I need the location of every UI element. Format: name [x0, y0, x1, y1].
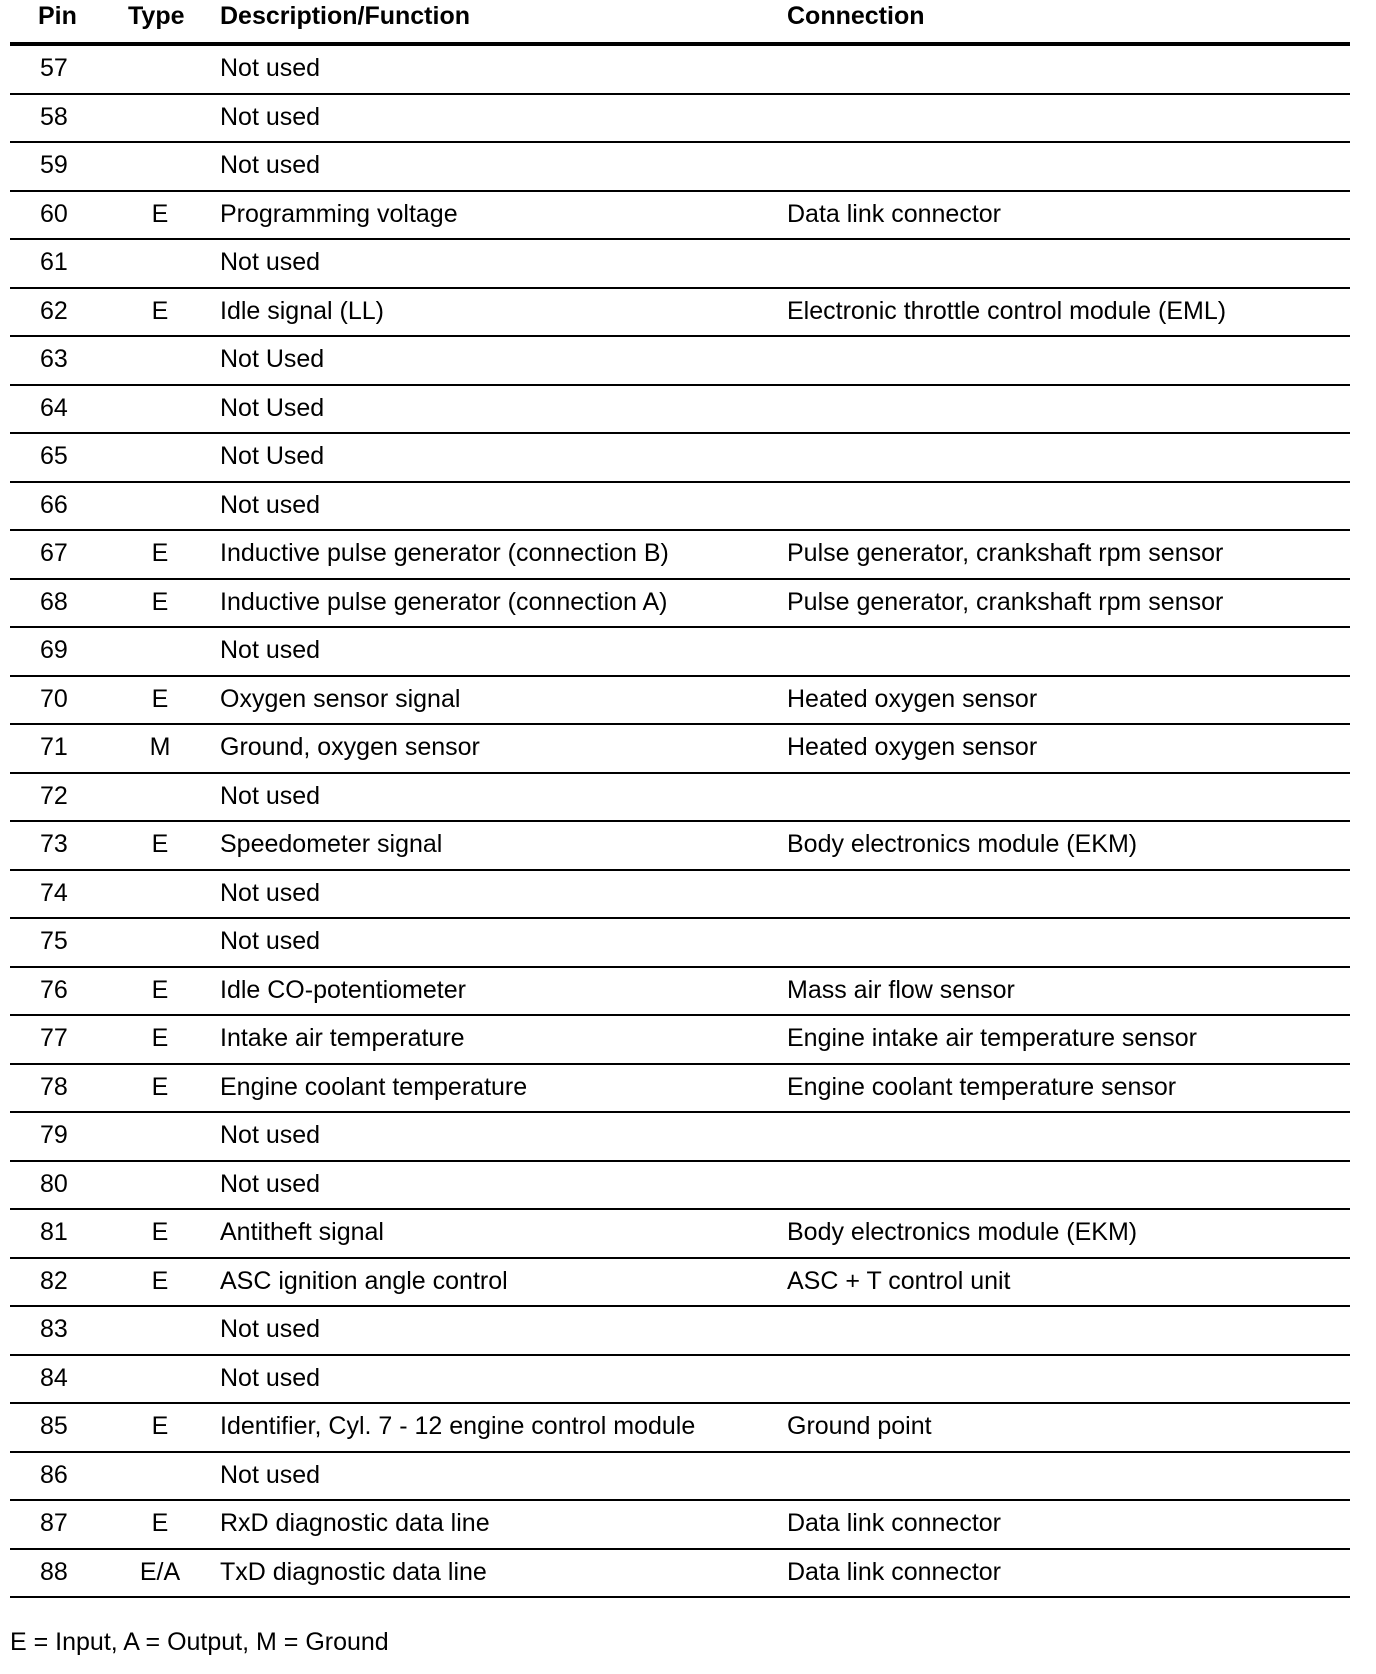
connection-cell: ASC + T control unit: [787, 1266, 1011, 1295]
description-cell: Not Used: [220, 442, 325, 470]
description-cell: Not used: [220, 1169, 321, 1198]
pin-cell: 86: [40, 1460, 68, 1489]
pin-cell: 67: [40, 539, 68, 567]
description-cell: Not used: [220, 1315, 321, 1343]
pin-cell: 77: [40, 1024, 68, 1052]
connection-cell: Data link connector: [787, 1509, 1002, 1537]
header-connection: Connection: [787, 2, 925, 30]
table-row: [10, 871, 1350, 920]
description-cell: Not used: [220, 781, 321, 810]
connection-cell: Pulse generator, crankshaft rpm sensor: [787, 539, 1224, 567]
table-header: [10, 0, 1350, 46]
description-cell: Not used: [220, 248, 321, 276]
type-legend: E = Input, A = Output, M = Ground: [10, 1628, 389, 1656]
table-row: [10, 386, 1350, 435]
pin-cell: 79: [40, 1121, 68, 1149]
table-row: [10, 919, 1350, 968]
table-row: [10, 434, 1350, 483]
description-cell: Not used: [220, 54, 321, 82]
table-row: [10, 1550, 1350, 1599]
pin-cell: 63: [40, 345, 68, 373]
pin-cell: 71: [40, 733, 68, 761]
type-cell: E/A: [139, 1557, 181, 1586]
table-row: [10, 725, 1350, 774]
pin-cell: 69: [40, 636, 68, 664]
description-cell: Intake air temperature: [220, 1024, 465, 1052]
header-pin: Pin: [38, 2, 77, 30]
table-row: [10, 1210, 1350, 1259]
connection-cell: Heated oxygen sensor: [787, 684, 1038, 713]
pin-cell: 81: [40, 1218, 68, 1246]
table-row: [10, 1501, 1350, 1550]
table-body: [10, 46, 1350, 1598]
pin-cell: 84: [40, 1363, 68, 1392]
table-row: [10, 1113, 1350, 1162]
table-row: [10, 580, 1350, 629]
description-cell: Speedometer signal: [220, 830, 443, 858]
description-cell: TxD diagnostic data line: [220, 1557, 487, 1586]
pin-cell: 74: [40, 878, 68, 907]
table-row: [10, 337, 1350, 386]
pin-cell: 57: [40, 54, 68, 82]
type-cell: E: [151, 830, 169, 858]
connection-cell: Heated oxygen sensor: [787, 733, 1038, 761]
description-cell: Oxygen sensor signal: [220, 684, 461, 713]
connection-cell: Body electronics module (EKM): [787, 830, 1138, 858]
description-cell: Not used: [220, 1363, 321, 1392]
description-cell: Identifier, Cyl. 7 - 12 engine control module: [220, 1412, 696, 1440]
description-cell: Idle signal (LL): [220, 296, 384, 325]
description-cell: Inductive pulse generator (connection B): [220, 539, 669, 567]
table-row: [10, 774, 1350, 823]
connection-cell: Ground point: [787, 1412, 932, 1440]
header-type: Type: [128, 2, 185, 30]
description-cell: Idle CO-potentiometer: [220, 975, 466, 1004]
type-cell: E: [151, 1072, 169, 1101]
table-row: [10, 1453, 1350, 1502]
pin-cell: 70: [40, 684, 68, 713]
connection-cell: Mass air flow sensor: [787, 975, 1015, 1004]
pin-cell: 80: [40, 1169, 68, 1198]
description-cell: Not used: [220, 878, 321, 907]
description-cell: Not used: [220, 490, 321, 519]
table-row: [10, 822, 1350, 871]
pin-cell: 78: [40, 1072, 68, 1101]
table-row: [10, 628, 1350, 677]
table-row: [10, 677, 1350, 726]
connection-cell: Pulse generator, crankshaft rpm sensor: [787, 587, 1224, 616]
header-description: Description/Function: [220, 2, 470, 30]
table-row: [10, 531, 1350, 580]
pin-cell: 73: [40, 830, 68, 858]
pin-cell: 62: [40, 296, 68, 325]
table-row: [10, 968, 1350, 1017]
table-row: [10, 143, 1350, 192]
pin-cell: 75: [40, 927, 68, 955]
pin-cell: 66: [40, 490, 68, 519]
type-cell: E: [151, 1509, 169, 1537]
table-row: [10, 240, 1350, 289]
type-cell: E: [151, 587, 169, 616]
description-cell: Not Used: [220, 345, 325, 373]
table-row: [10, 192, 1350, 241]
description-cell: Not used: [220, 927, 321, 955]
type-cell: E: [151, 296, 169, 325]
type-cell: E: [151, 1218, 169, 1246]
table-row: [10, 1404, 1350, 1453]
connection-cell: Data link connector: [787, 1557, 1002, 1586]
pin-cell: 64: [40, 393, 68, 422]
table-row: [10, 1356, 1350, 1405]
description-cell: RxD diagnostic data line: [220, 1509, 490, 1537]
pin-cell: 72: [40, 781, 68, 810]
connection-cell: Body electronics module (EKM): [787, 1218, 1138, 1246]
type-cell: M: [149, 733, 171, 761]
description-cell: Not used: [220, 636, 321, 664]
pin-cell: 83: [40, 1315, 68, 1343]
pin-cell: 87: [40, 1509, 68, 1537]
connection-cell: Electronic throttle control module (EML): [787, 296, 1227, 325]
type-cell: E: [151, 1266, 169, 1295]
pin-cell: 65: [40, 442, 68, 470]
description-cell: Programming voltage: [220, 199, 458, 228]
table-row: [10, 1259, 1350, 1308]
description-cell: Not used: [220, 151, 321, 179]
table-row: [10, 1162, 1350, 1211]
table-row: [10, 289, 1350, 338]
connection-cell: Engine intake air temperature sensor: [787, 1024, 1197, 1052]
description-cell: Ground, oxygen sensor: [220, 733, 480, 761]
table-row: [10, 483, 1350, 532]
pin-assignment-table: [10, 0, 1350, 1598]
description-cell: Not used: [220, 102, 321, 131]
pin-cell: 68: [40, 587, 68, 616]
description-cell: Not Used: [220, 393, 325, 422]
table-row: [10, 1065, 1350, 1114]
pin-cell: 58: [40, 102, 68, 131]
type-cell: E: [151, 684, 169, 713]
type-cell: E: [151, 1024, 169, 1052]
description-cell: Inductive pulse generator (connection A): [220, 587, 668, 616]
description-cell: Not used: [220, 1460, 321, 1489]
table-row: [10, 46, 1350, 95]
connection-cell: Engine coolant temperature sensor: [787, 1072, 1177, 1101]
description-cell: Antitheft signal: [220, 1218, 384, 1246]
connection-cell: Data link connector: [787, 199, 1002, 228]
pin-cell: 59: [40, 151, 68, 179]
type-cell: E: [151, 199, 169, 228]
pin-cell: 85: [40, 1412, 68, 1440]
pin-cell: 61: [40, 248, 68, 276]
table-row: [10, 1016, 1350, 1065]
description-cell: Engine coolant temperature: [220, 1072, 528, 1101]
pin-cell: 76: [40, 975, 68, 1004]
table-row: [10, 95, 1350, 144]
table-row: [10, 1307, 1350, 1356]
description-cell: Not used: [220, 1121, 321, 1149]
pin-cell: 88: [40, 1557, 68, 1586]
type-cell: E: [151, 975, 169, 1004]
pin-cell: 82: [40, 1266, 68, 1295]
type-cell: E: [151, 1412, 169, 1440]
pin-cell: 60: [40, 199, 68, 228]
type-cell: E: [151, 539, 169, 567]
description-cell: ASC ignition angle control: [220, 1266, 508, 1295]
